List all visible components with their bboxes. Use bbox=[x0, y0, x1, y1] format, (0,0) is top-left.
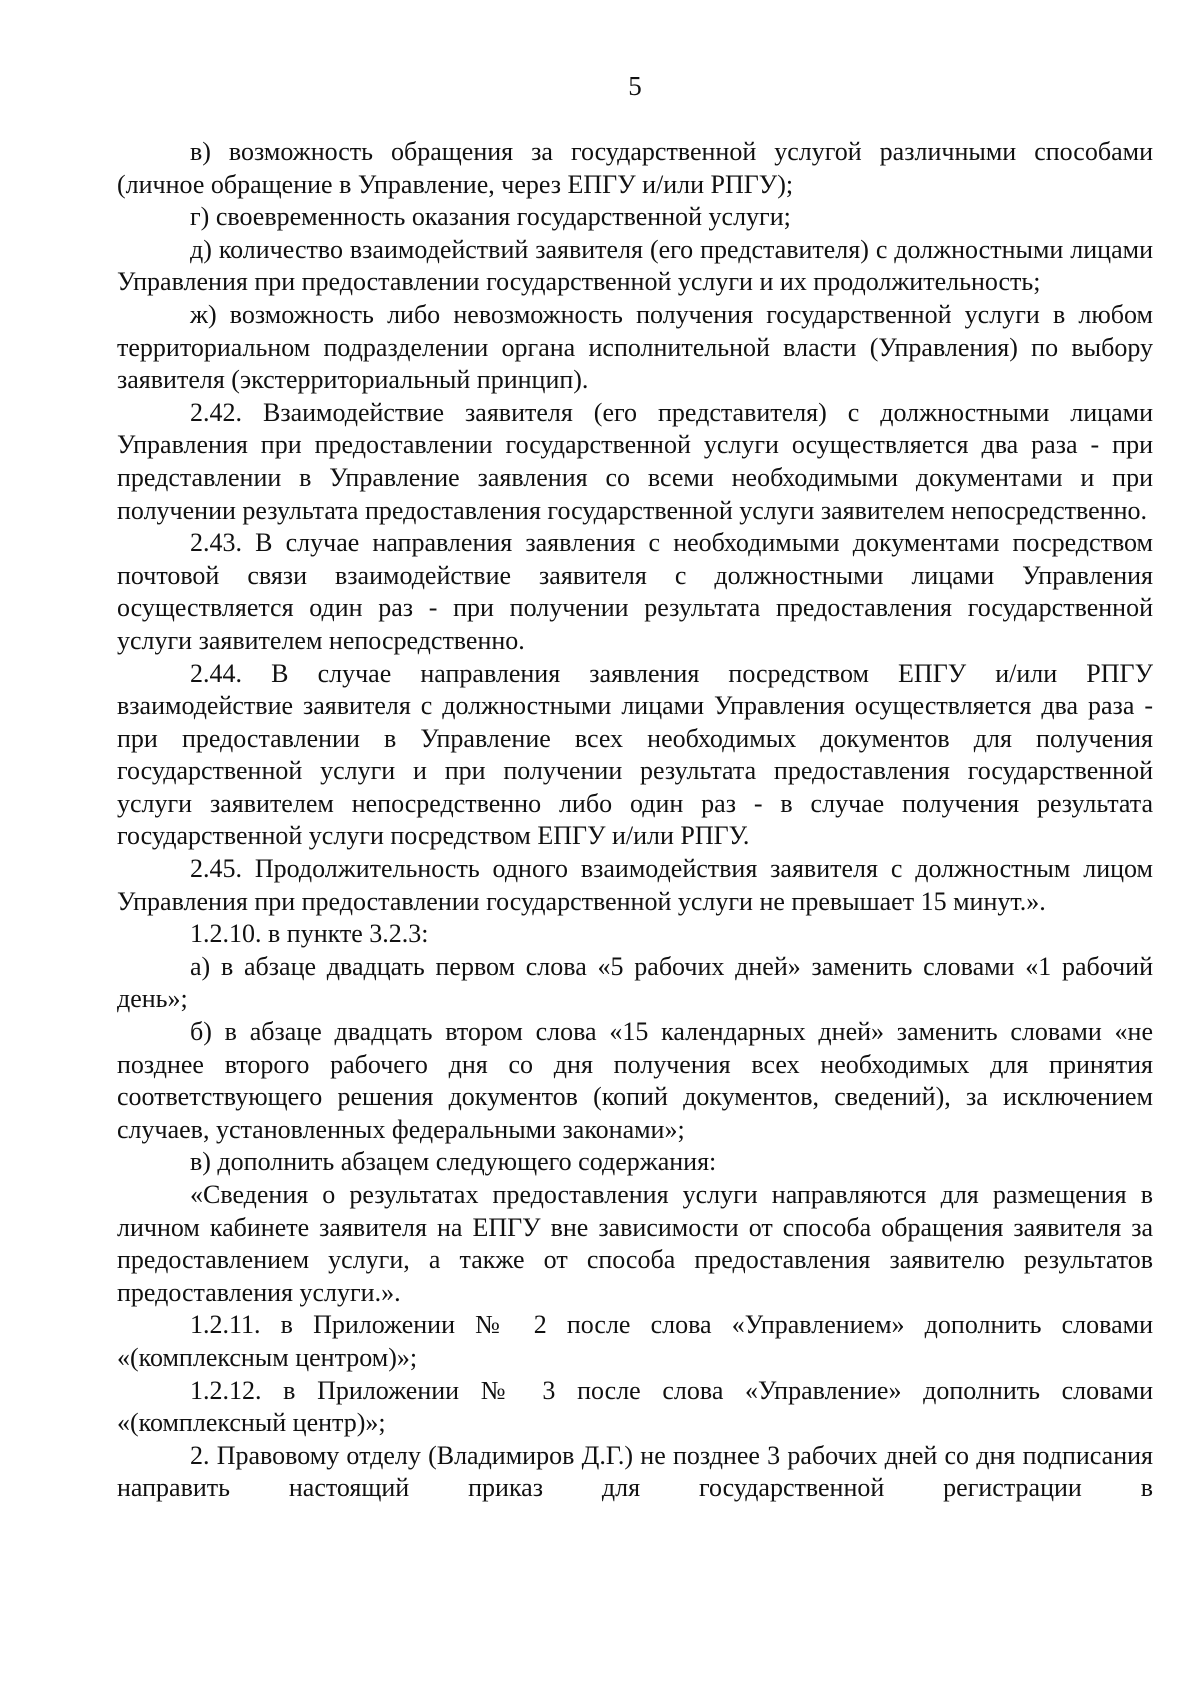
paragraph-a-working-days: а) в абзаце двадцать первом слова «5 рабочих дней» заменить словами «1 рабочий день»; bbox=[117, 951, 1153, 1014]
paragraph-d-interactions: д) количество взаимодействий заявителя (его представителя) с должностными лицами Управления при предоставлении государственной услуги и их продолжительность; bbox=[117, 234, 1153, 297]
paragraph-2-45: 2.45. Продолжительность одного взаимодействия заявителя с должностным лицом Управления при предоставлении государственной услуги не превышает 15 минут.». bbox=[117, 854, 1153, 916]
paragraph-2-43: 2.43. В случае направления заявления с необходимыми документами посредством почтовой связи взаимодействие заявителя с должностными лицами Управления осуществляется один раз - при получении результата предоставления государственной услуги заявителем непосредственно. bbox=[117, 528, 1153, 655]
paragraph-quote-results: «Сведения о результатах предоставления услуги направляются для размещения в личном кабинете заявителя на ЕПГУ вне зависимости от способа обращения заявителя за предоставлением услуги, а также от способа предоставления заявителю результатов предоставления услуги.». bbox=[117, 1180, 1153, 1307]
paragraph-2-44: 2.44. В случае направления заявления посредством ЕПГУ и/или РПГУ взаимодействие заявителя с должностными лицами Управления осуществляется два раза - при предоставлении в Управление всех необходимых документов для получения государственной услуги и при получении результата предоставления государственной услуги заявителем непосредственно либо один раз - в случае получения результата государственной услуги посредством ЕПГУ и/или РПГУ. bbox=[117, 658, 1153, 851]
paragraph-b-calendar-days: б) в абзаце двадцать втором слова «15 календарных дней» заменить словами «не позднее второго рабочего дня со дня получения всех необходимых для принятия соответствующего решения документов (копий документов, сведений), за исключением случаев, установленных федеральными законами»; bbox=[117, 1017, 1153, 1144]
paragraph-v-access-methods: в) возможность обращения за государственной услугой различными способами (личное обращение в Управление, через ЕПГУ и/или РПГУ); bbox=[117, 137, 1153, 199]
paragraph-2-legal-department: 2. Правовому отделу (Владимиров Д.Г.) не позднее 3 рабочих дней со дня подписания направить настоящий приказ для государственной регистрации в bbox=[117, 1440, 1153, 1503]
paragraph-g-timeliness: г) своевременность оказания государственной услуги; bbox=[190, 202, 791, 232]
paragraph-1-2-11: 1.2.11. в Приложении № 2 после слова «Управлением» дополнить словами «(комплексным центром)»; bbox=[117, 1310, 1153, 1372]
page-number: 5 bbox=[628, 71, 642, 101]
paragraph-1-2-10: 1.2.10. в пункте 3.2.3: bbox=[190, 919, 429, 949]
paragraph-v-add-paragraph: в) дополнить абзацем следующего содержания: bbox=[190, 1147, 717, 1177]
paragraph-zh-extraterritorial: ж) возможность либо невозможность получения государственной услуги в любом территориальном подразделении органа исполнительной власти (Управления) по выбору заявителя (экстерриториальный принцип). bbox=[117, 299, 1153, 395]
paragraph-2-42: 2.42. Взаимодействие заявителя (его представителя) с должностными лицами Управления при предоставлении государственной услуги осуществляется два раза - при представлении в Управление заявления со всеми необходимыми документами и при получении результата предоставления государственной услуги заявителем непосредственно. bbox=[117, 397, 1153, 525]
document-body bbox=[117, 136, 1153, 1505]
paragraph-1-2-12: 1.2.12. в Приложении № 3 после слова «Управление» дополнить словами «(комплексный центр)»; bbox=[117, 1375, 1153, 1438]
